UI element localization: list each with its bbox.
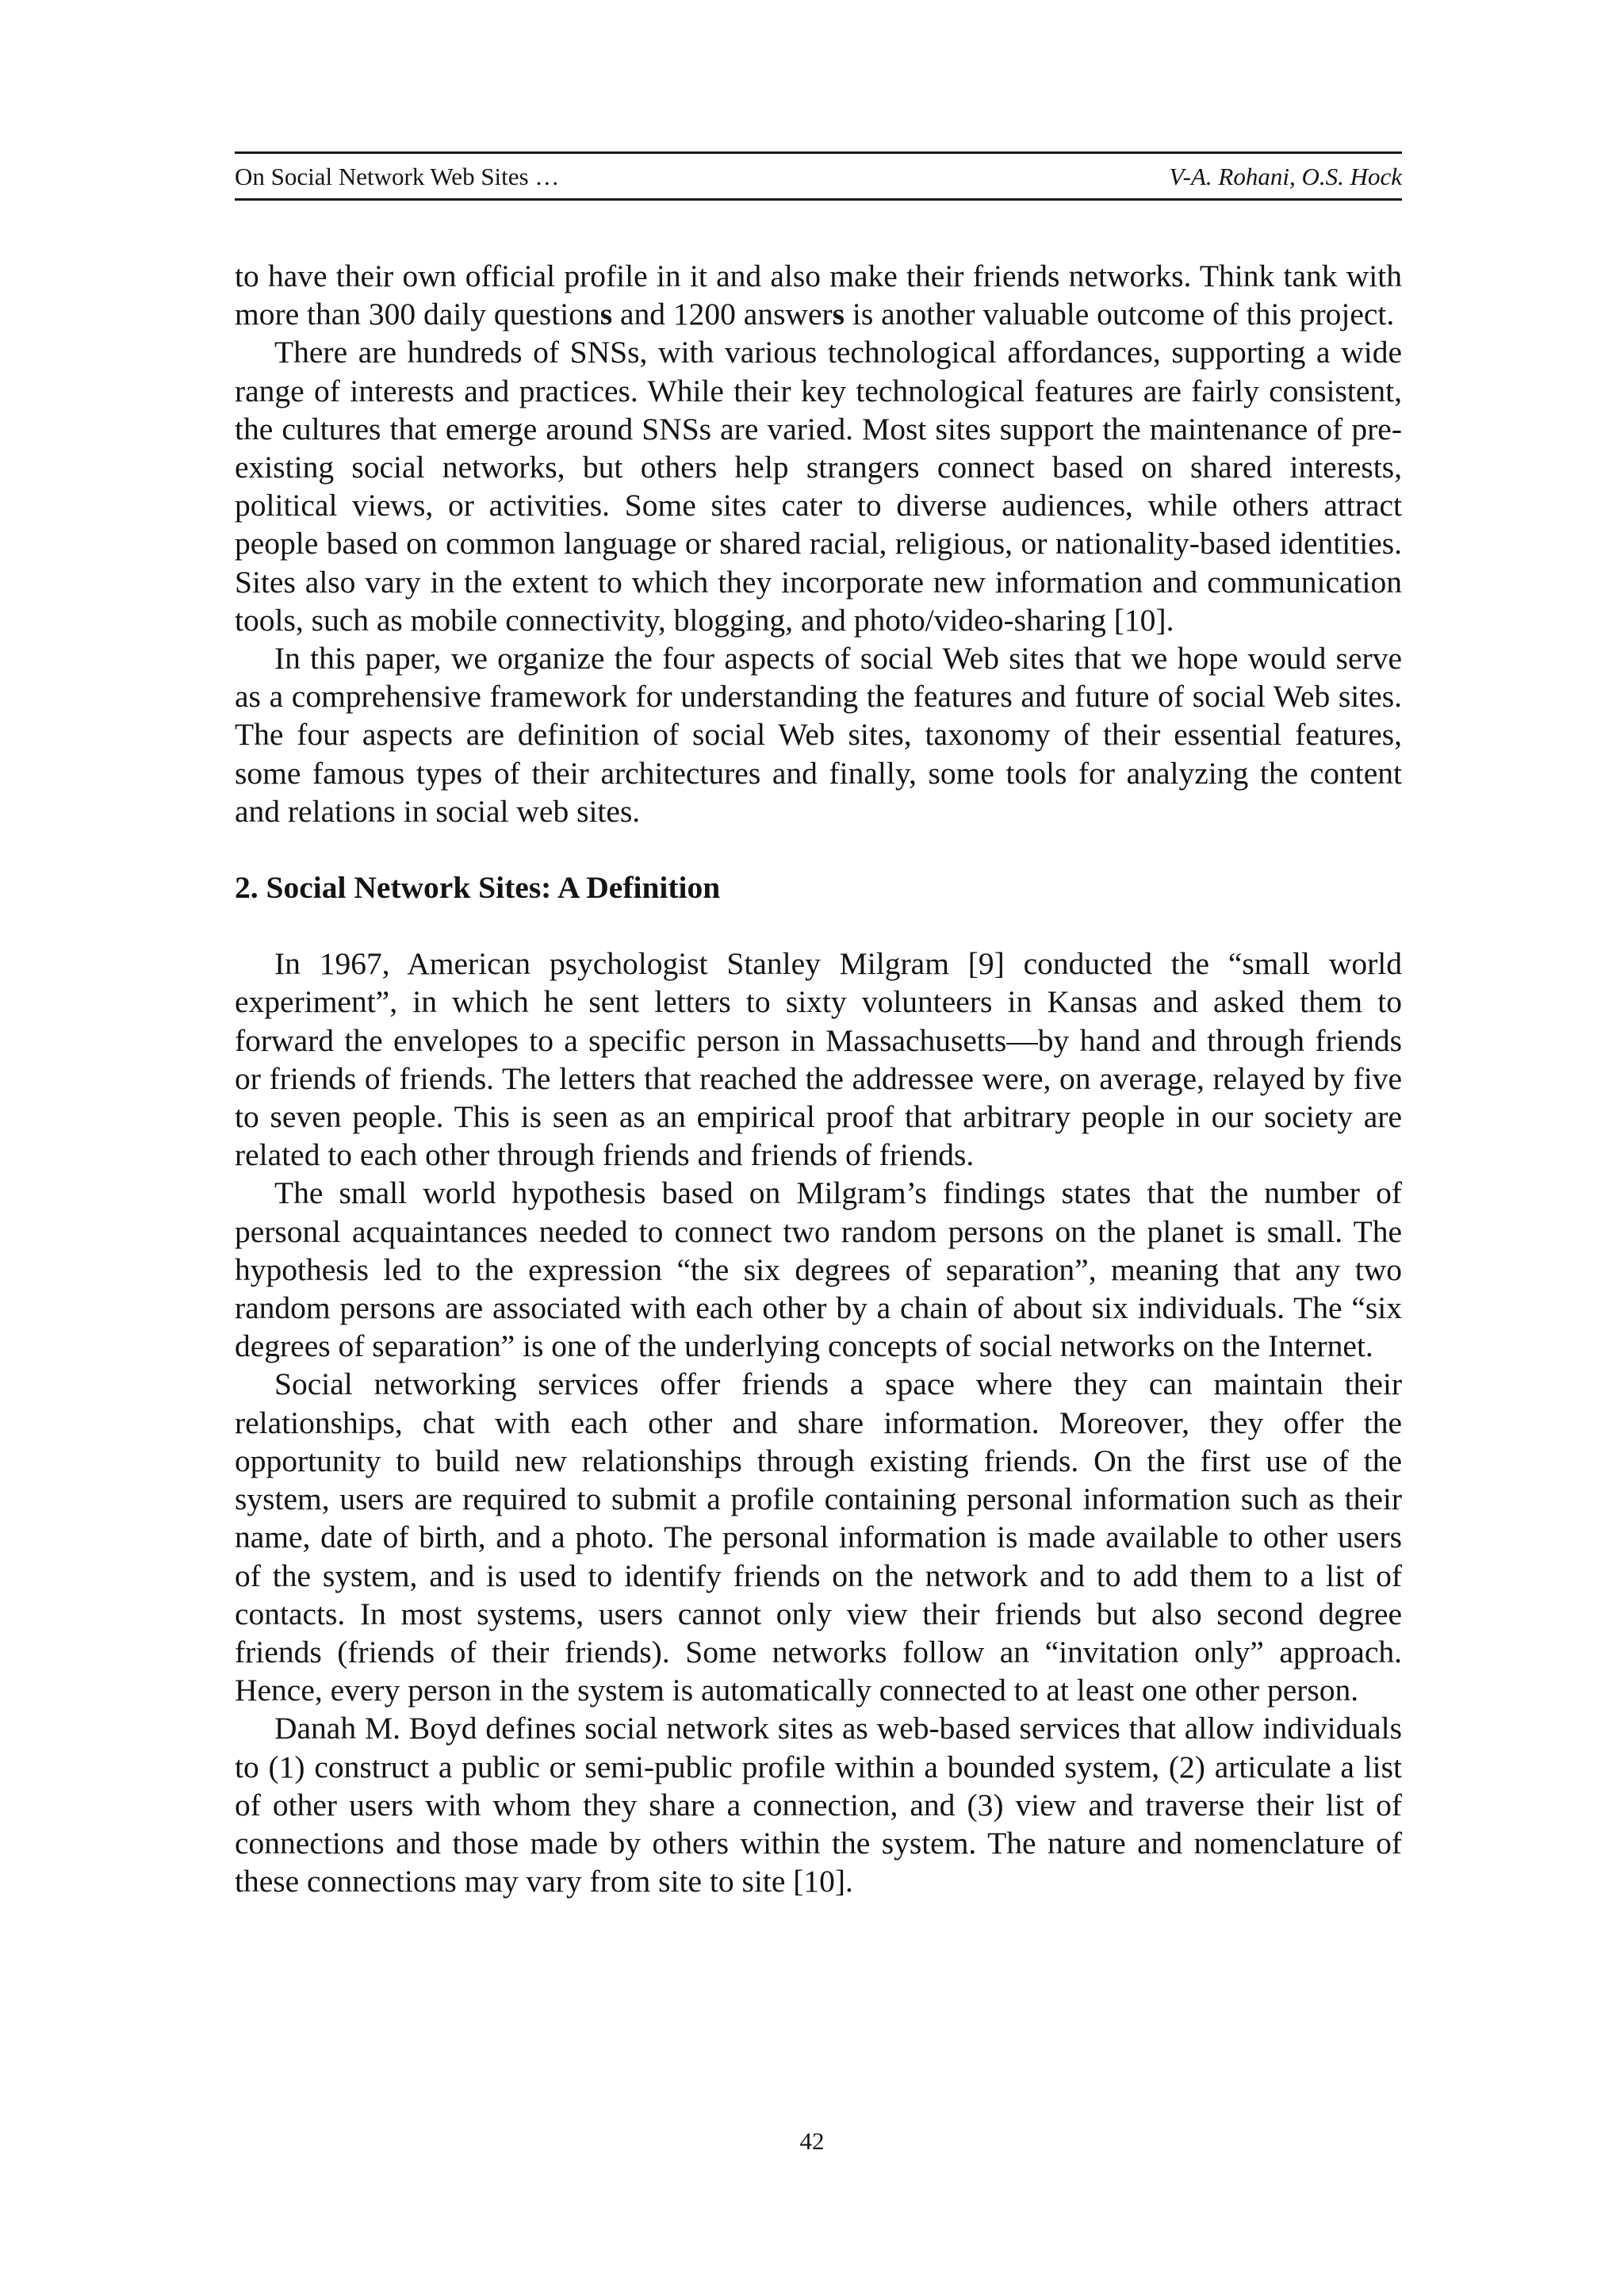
paragraph-text: and 1200 answer: [612, 297, 833, 332]
paragraph-boyd-definition: Danah M. Boyd defines social network sites as web-based services that allow individuals to (1) construct a public or semi-public profile within a bounded system, (2) articulate a list of other users with whom they share a connection, and (3) view and traverse their list of connections and those made by others within the system. The nature and nomenclature of these connections may vary from site to site [10].: [235, 1711, 1402, 1899]
running-header-title: On Social Network Web Sites …: [235, 162, 560, 190]
paragraph-paper-overview: In this paper, we organize the four aspects of social Web sites that we hope would serve as a comprehensive framework for understanding the features and future of social Web sites. The four aspects are definition of social Web sites, taxonomy of their essential features, some famous types of their architectures and finally, some tools for analyzing the content and relations in social web sites.: [235, 641, 1402, 829]
paragraph-sns-variety: There are hundreds of SNSs, with various technological affordances, supporting a wide range of interests and practices. While their key technological features are fairly consistent, the cultures that emerge around SNSs are varied. Most sites support the maintenance of pre-existing social networks, but others help strangers connect based on shared interests, political views, or activities. Some sites cater to diverse audiences, while others attract people based on common language or shared racial, religious, or nationality-based identities. Sites also vary in the extent to which they incorporate new information and communication tools, such as mobile connectivity, blogging, and photo/video-sharing [10].: [235, 335, 1402, 638]
running-header-authors: V-A. Rohani, O.S. Hock: [1169, 162, 1402, 190]
running-header: [235, 151, 1402, 201]
body-text: [235, 257, 1402, 1900]
page-number: 42: [799, 2127, 825, 2155]
paragraph-text: to have their own official profile in it and also make their friends networks. Think tank with more than 300 daily question: [235, 259, 1402, 332]
section-heading: 2. Social Network Sites: A Definition: [235, 870, 721, 906]
bold-letter: s: [832, 297, 845, 332]
paragraph-networking-services: Social networking services offer friends a space where they can maintain their relationships, chat with each other and share information. Moreover, they offer the opportunity to build new relationships through existing friends. On the first use of the system, users are required to submit a profile containing personal information such as their name, date of birth, and a photo. The personal information is made available to other users of the system, and is used to identify friends on the network and to add them to a list of contacts. In most systems, users cannot only view their friends but also second degree friends (friends of their friends). Some networks follow an “invitation only” approach. Hence, every person in the system is automatically connected to at least one other person.: [235, 1366, 1402, 1708]
bold-letter: s: [599, 297, 613, 332]
paragraph-milgram: In 1967, American psychologist Stanley Milgram [9] conducted the “small world experiment”, in which he sent letters to sixty volunteers in Kansas and asked them to forward the envelopes to a specific person in Massachusetts—by hand and through friends or friends of friends. The letters that reached the addressee were, on average, relayed by five to seven people. This is seen as an empirical proof that arbitrary people in our society are related to each other through friends and friends of friends.: [235, 946, 1402, 1173]
paragraph-text: is another valuable outcome of this project.: [845, 297, 1395, 332]
paragraph-continuation: [235, 257, 1402, 333]
paragraph-small-world: The small world hypothesis based on Milgram’s findings states that the number of personal acquaintances needed to connect two random persons on the planet is small. The hypothesis led to the expression “the six degrees of separation”, meaning that any two random persons are associated with each other by a chain of about six individuals. The “six degrees of separation” is one of the underlying concepts of social networks on the Internet.: [235, 1175, 1402, 1364]
